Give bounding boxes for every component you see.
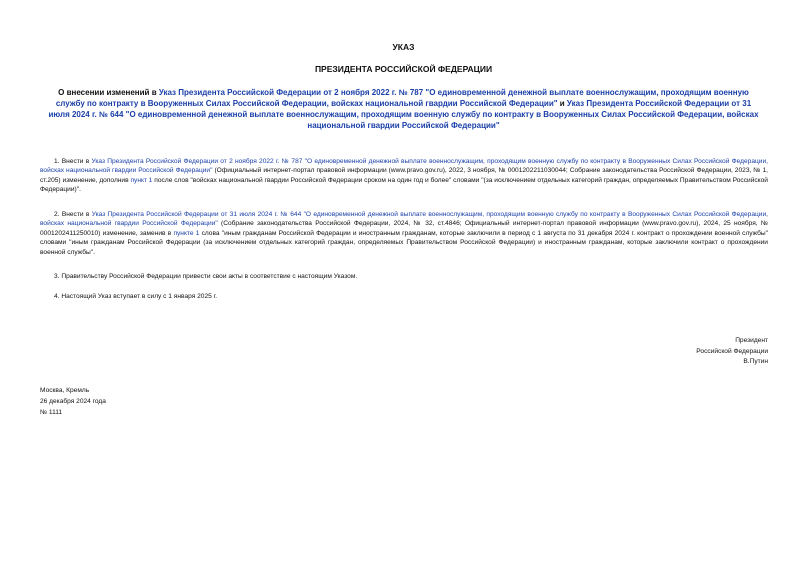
signature-position: Президент	[735, 337, 768, 344]
p1-text-b: (Официальный интернет-портал правовой информации (www.pravo.gov.ru), 2022, 3 ноября, № 0001202211030044; Собрание законодательства Российской Федерации, 2023, № 1, ст.205) изменение, дополнив	[40, 167, 768, 184]
place-city: Москва, Кремль	[40, 387, 90, 394]
p2-link-point-1[interactable]: пункте 1	[173, 229, 200, 237]
signature-country: Российской Федерации	[696, 347, 768, 355]
subject-middle: и	[557, 99, 567, 108]
decree-title: УКАЗ	[392, 42, 415, 52]
p1-link-decree-787[interactable]: Указ Президента Российской Федерации от 2 ноября 2022 г. № 787 "О единовременной денежной выплате военнослужащим, проходящим военную службу по контракту в Вооруженных Силах Российской Федерации, войсках национальной гвардии Российской Федерации"	[40, 158, 768, 175]
subject-link-decree-644[interactable]: Указ Президента Российской Федерации от 31 июля 2024 г. № 644 "О единовременной денежной выплате военнослужащим, проходящим военную службу по контракту в Вооруженных Силах Российской Федерации, войсках национальной гвардии Российской Федерации"	[48, 99, 759, 130]
signature-name: В.Путин	[743, 358, 768, 365]
p2-text-b: (Собрание законодательства Российской Федерации, 2024, № 32, ст.4846; Официальный интернет-портал правовой информации (www.pravo.gov.ru), 2024, 25 ноября, № 0001202411250010) изменение, заменив в	[40, 220, 768, 237]
subject-link-decree-787[interactable]: Указ Президента Российской Федерации от 2 ноября 2022 г. № 787 "О единовременной денежной выплате военнослужащим, проходящим военную службу по контракту в Вооруженных Силах Российской Федерации, войсках национальной гвардии Российской Федерации"	[55, 88, 749, 108]
p1-link-point-1[interactable]: пункт 1	[130, 176, 153, 184]
signature-block	[568, 336, 768, 368]
p1-text-c: после слов "войсках национальной гвардии Российской Федерации сроком на один год и более" словами "(за исключением отдельных категорий граждан, определяемых Правительством Российской Федерации)".	[40, 176, 768, 194]
paragraph-3	[40, 272, 768, 281]
p2-link-decree-644[interactable]: Указ Президента Российской Федерации от 31 июля 2024 г. № 644 "О единовременной денежной выплате военнослужащим, проходящим военную службу по контракту в Вооруженных Силах Российской Федерации, войсках национальной гвардии Российской Федерации"	[40, 211, 768, 228]
paragraph-2	[40, 210, 768, 257]
decree-subject	[48, 87, 759, 131]
p3-text: 3. Правительству Российской Федерации привести свои акты в соответствие с настоящим Указом.	[54, 273, 358, 280]
place-date: 26 декабря 2024 года	[40, 398, 106, 405]
p4-text: 4. Настоящий Указ вступает в силу с 1 января 2025 г.	[54, 293, 218, 300]
paragraph-4	[40, 292, 768, 301]
p2-text-c: слова "иным гражданам Российской Федерации и иностранным гражданам, которые заключили в период с 1 августа по 31 декабря 2024 г. контракт о прохождении военной службы" словами "иным гражданам Российской Федерации (за исключением отдельных категорий граждан, определяемых Правительством Российской Федерации) и иностранным гражданам, которые заключили контракт о прохождении военной службы".	[40, 229, 769, 256]
p1-text-a: 1. Внести в	[54, 158, 92, 165]
paragraph-1	[40, 157, 768, 195]
decree-number: № 1111	[40, 409, 63, 416]
decree-subtitle: ПРЕЗИДЕНТА РОССИЙСКОЙ ФЕДЕРАЦИИ	[314, 64, 493, 74]
subject-prefix: О внесении изменений в	[58, 88, 159, 97]
place-date-block	[40, 385, 106, 418]
p2-text-a: 2. Внести в	[54, 211, 92, 218]
